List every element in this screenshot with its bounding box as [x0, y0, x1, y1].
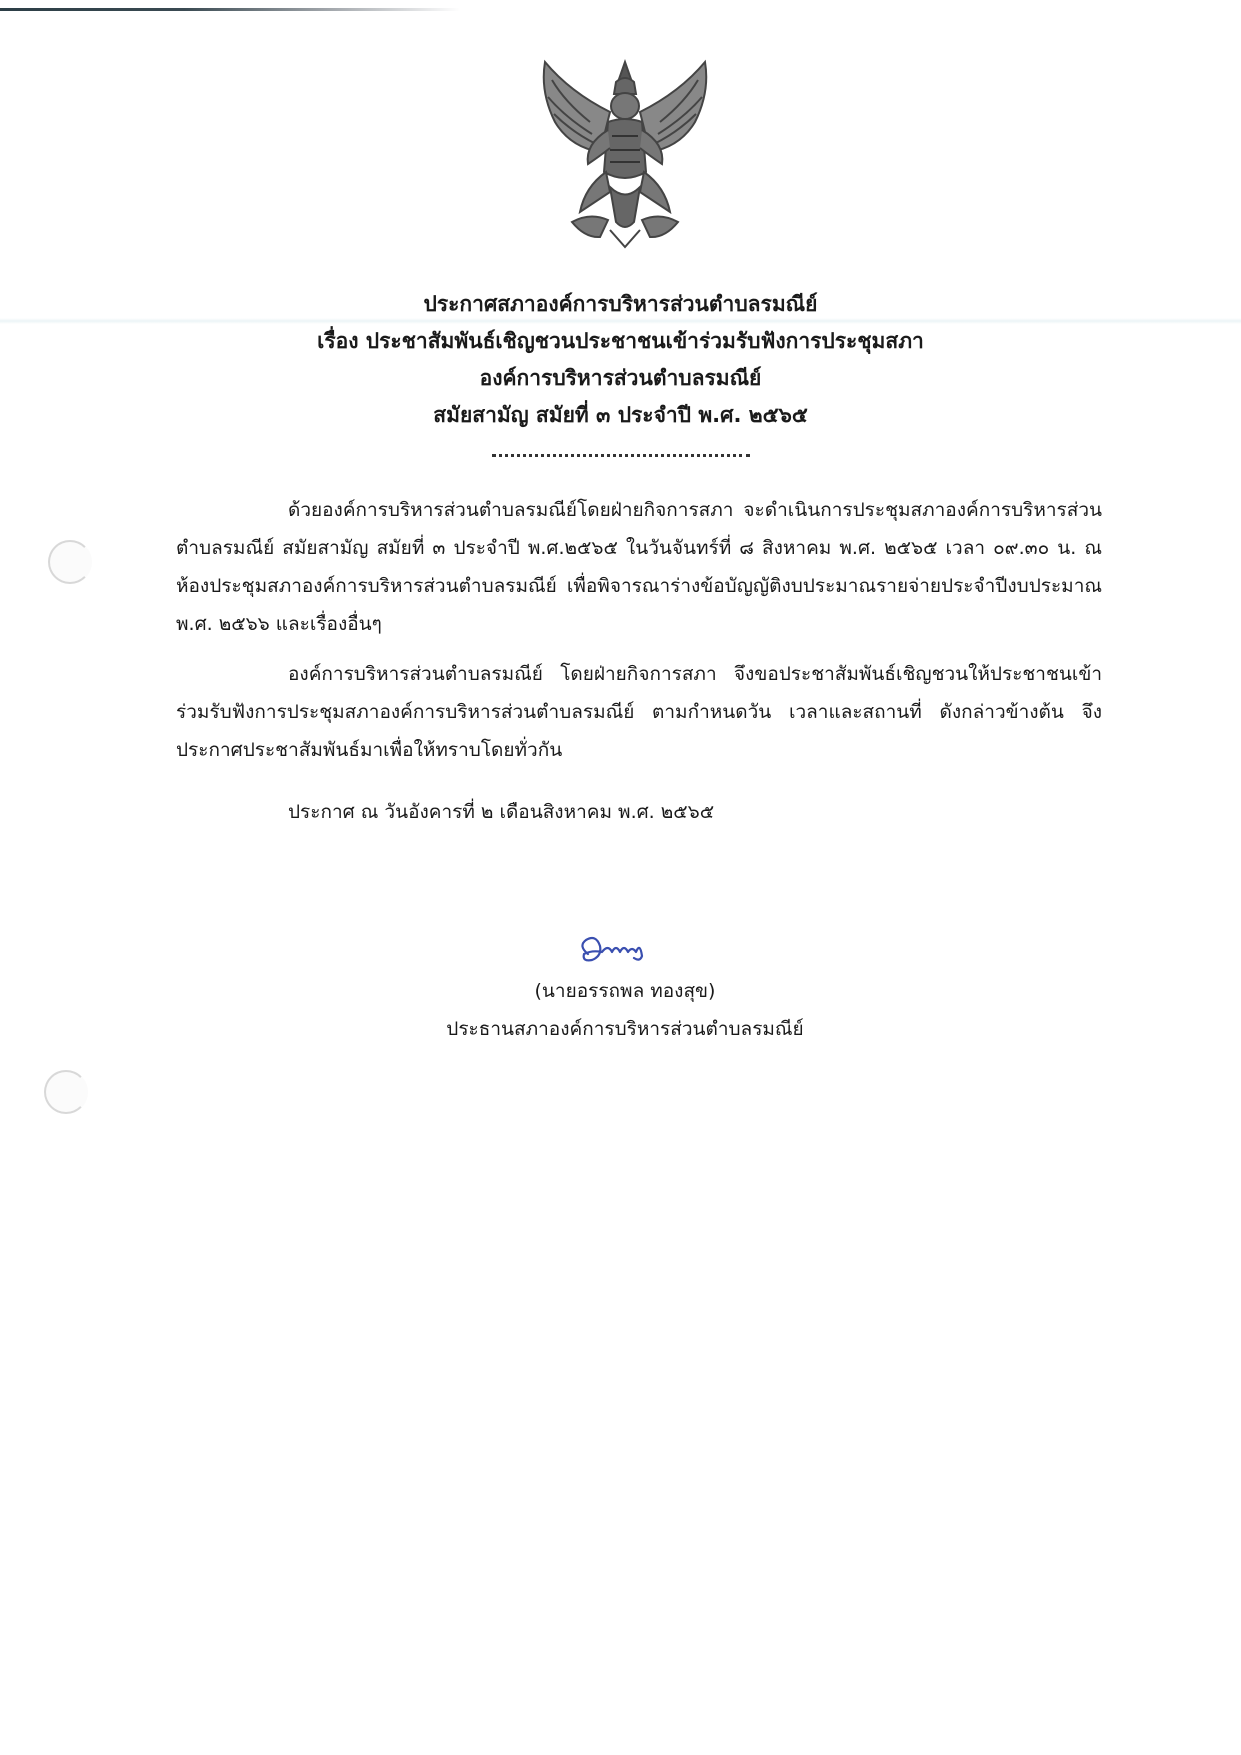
body-paragraph-1: ด้วยองค์การบริหารส่วนตำบลรมณีย์โดยฝ่ายกิจการสภา จะดำเนินการประชุมสภาองค์การบริหารส่วนตำบลรมณีย์ สมัยสามัญ สมัยที่ ๓ ประจำปี พ.ศ.๒๕๖๕ ในวันจันทร์ที่ ๘ สิงหาคม พ.ศ. ๒๕๖๕ เวลา ๐๙.๓๐ น. ณ ห้องประชุมสภาองค์การบริหารส่วนตำบลรมณีย์ เพื่อพิจารณาร่างข้อบัญญัติงบประมาณรายจ่ายประจำปีงบประมาณ พ.ศ. ๒๕๖๖ และเรื่องอื่นๆ [176, 499, 1102, 635]
signatory-block [400, 972, 850, 1048]
signatory-position: ประธานสภาองค์การบริหารส่วนตำบลรมณีย์ [446, 1018, 804, 1040]
announcement-subject: เรื่อง ประชาสัมพันธ์เชิญชวนประชาชนเข้าร่วมรับฟังการประชุมสภา [317, 329, 924, 353]
signature-icon [574, 932, 650, 970]
scan-edge-line [0, 8, 460, 11]
signatory-name: (นายอรรถพล ทองสุข) [534, 980, 716, 1002]
announcement-header [0, 286, 1241, 434]
announcement-organization: องค์การบริหารส่วนตำบลรมณีย์ [479, 366, 762, 390]
dotted-divider [492, 454, 750, 457]
punch-hole-mark [44, 1070, 88, 1114]
punch-hole-mark [48, 540, 92, 584]
announcement-title: ประกาศสภาองค์การบริหารส่วนตำบลรมณีย์ [423, 292, 818, 316]
body-paragraph-2: องค์การบริหารส่วนตำบลรมณีย์ โดยฝ่ายกิจการสภา จึงขอประชาสัมพันธ์เชิญชวนให้ประชาชนเข้าร่วมรับฟังการประชุมสภาองค์การบริหารส่วนตำบลรมณีย์ ตามกำหนดวัน เวลาและสถานที่ ดังกล่าวข้างต้น จึงประกาศประชาสัมพันธ์มาเพื่อให้ทราบโดยทั่วกัน [176, 663, 1102, 761]
garuda-emblem-icon [530, 52, 720, 252]
issued-date-line: ประกาศ ณ วันอังคารที่ ๒ เดือนสิงหาคม พ.ศ. ๒๕๖๕ [288, 801, 715, 823]
announcement-session: สมัยสามัญ สมัยที่ ๓ ประจำปี พ.ศ. ๒๕๖๕ [433, 403, 808, 427]
